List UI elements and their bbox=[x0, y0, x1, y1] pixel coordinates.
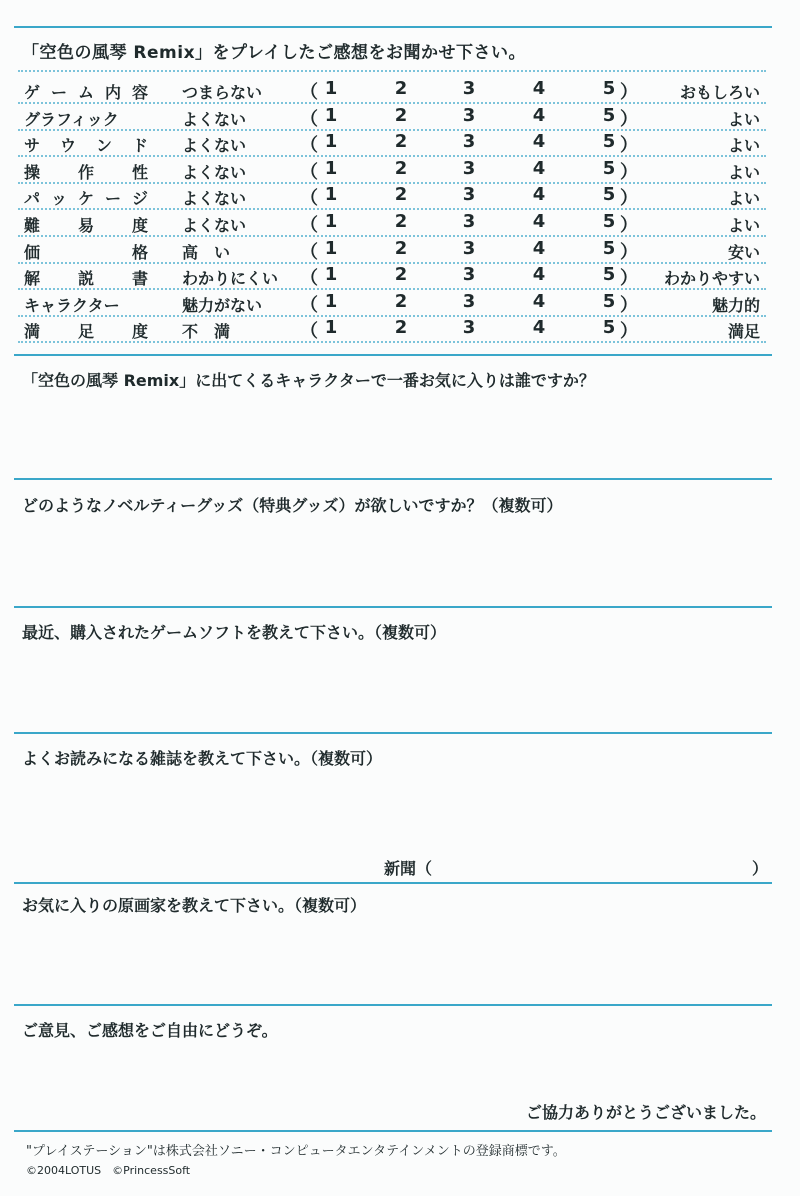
rating-category-char: 格 bbox=[131, 242, 148, 262]
rating-open-paren: （ bbox=[300, 188, 318, 210]
rating-option-1[interactable]: 1 bbox=[324, 131, 338, 153]
rating-category-char: ッ bbox=[50, 189, 67, 209]
rating-close-paren: ） bbox=[620, 161, 638, 183]
rating-row bbox=[24, 317, 760, 343]
rating-open-paren: （ bbox=[300, 82, 318, 103]
rating-option-4[interactable]: 4 bbox=[532, 157, 546, 179]
rating-open-paren: （ bbox=[300, 268, 318, 290]
rating-positive-label: よい bbox=[727, 109, 760, 129]
rating-category bbox=[24, 266, 148, 289]
survey-title: 「空色の風琴 Remix」をプレイしたご感想をお聞かせ下さい。 bbox=[22, 43, 527, 63]
rating-positive-label: よい bbox=[727, 136, 760, 156]
rating-row bbox=[24, 238, 760, 264]
rating-option-5[interactable]: 5 bbox=[602, 78, 616, 99]
rating-negative-label: 高 い bbox=[182, 242, 231, 262]
rating-row bbox=[24, 211, 760, 237]
footer-rule bbox=[14, 1130, 772, 1132]
rating-option-2[interactable]: 2 bbox=[394, 104, 408, 126]
rating-negative-label: 魅力がない bbox=[182, 295, 263, 315]
rating-negative-label: 不 満 bbox=[182, 322, 231, 342]
rating-open-paren: （ bbox=[300, 161, 318, 183]
rating-option-1[interactable]: 1 bbox=[324, 264, 338, 286]
rating-option-3[interactable]: 3 bbox=[462, 104, 476, 126]
rating-close-paren: ） bbox=[620, 188, 638, 210]
rating-option-2[interactable]: 2 bbox=[394, 184, 408, 206]
rating-option-3[interactable]: 3 bbox=[462, 317, 476, 339]
question-magazines: よくお読みになる雑誌を教えて下さい。（複数可） bbox=[22, 749, 383, 768]
dotted-divider bbox=[18, 70, 766, 72]
rating-category bbox=[24, 133, 148, 156]
rating-option-2[interactable]: 2 bbox=[394, 237, 408, 259]
rating-positive-label: わかりやすい bbox=[663, 269, 760, 289]
top-rule bbox=[14, 26, 772, 28]
rating-row bbox=[24, 105, 760, 131]
rating-category-char: ー bbox=[104, 189, 121, 209]
rating-row bbox=[24, 131, 760, 157]
rating-option-2[interactable]: 2 bbox=[394, 211, 408, 232]
section-rule bbox=[14, 354, 772, 356]
section-rule bbox=[14, 882, 772, 884]
rating-option-1[interactable]: 1 bbox=[324, 237, 338, 259]
rating-option-4[interactable]: 4 bbox=[532, 131, 546, 153]
rating-category-char: 操 bbox=[24, 162, 41, 182]
rating-close-paren: ） bbox=[620, 321, 638, 343]
rating-negative-label: よくない bbox=[182, 136, 247, 156]
rating-option-4[interactable]: 4 bbox=[532, 264, 546, 286]
rating-option-1[interactable]: 1 bbox=[324, 290, 338, 312]
rating-open-paren: （ bbox=[300, 108, 318, 130]
rating-row bbox=[24, 264, 760, 290]
rating-negative-label: よくない bbox=[182, 216, 247, 235]
rating-option-4[interactable]: 4 bbox=[532, 317, 546, 339]
rating-open-paren: （ bbox=[300, 215, 318, 236]
rating-category-char: ー bbox=[50, 83, 67, 102]
rating-option-3[interactable]: 3 bbox=[462, 290, 476, 312]
newspaper-close-paren: ） bbox=[752, 859, 769, 878]
rating-option-5[interactable]: 5 bbox=[602, 264, 616, 286]
rating-positive-label: 魅力的 bbox=[711, 295, 760, 315]
rating-category-char: ケ bbox=[77, 189, 94, 209]
rating-category-char: 容 bbox=[131, 83, 148, 102]
rating-option-5[interactable]: 5 bbox=[602, 211, 616, 232]
rating-option-2[interactable]: 2 bbox=[394, 78, 408, 99]
rating-open-paren: （ bbox=[300, 294, 318, 316]
question-recent-games: 最近、購入されたゲームソフトを教えて下さい。（複数可） bbox=[22, 623, 447, 642]
rating-option-5[interactable]: 5 bbox=[602, 157, 616, 179]
rating-category-char: 価 bbox=[24, 242, 41, 262]
rating-option-1[interactable]: 1 bbox=[324, 157, 338, 179]
rating-category-char: ウ bbox=[59, 136, 76, 156]
rating-category-char: ゲ bbox=[24, 83, 41, 102]
rating-option-5[interactable]: 5 bbox=[602, 184, 616, 206]
rating-open-paren: （ bbox=[300, 321, 318, 343]
rating-category-char: 説 bbox=[77, 269, 94, 289]
rating-close-paren: ） bbox=[620, 135, 638, 157]
rating-option-4[interactable]: 4 bbox=[532, 104, 546, 126]
section-rule bbox=[14, 732, 772, 734]
question-favorite-character: 「空色の風琴 Remix」に出てくるキャラクターで一番お気に入りは誰ですか？ bbox=[22, 371, 595, 390]
rating-close-paren: ） bbox=[620, 82, 638, 103]
newspaper-label: 新聞（ bbox=[384, 859, 433, 878]
rating-positive-label: 満足 bbox=[727, 322, 760, 342]
rating-category-char: パ bbox=[24, 189, 41, 209]
rating-option-3[interactable]: 3 bbox=[462, 157, 476, 179]
thanks-message: ご協力ありがとうございました。 bbox=[525, 1103, 766, 1122]
rating-category-char: 度 bbox=[131, 216, 148, 235]
rating-option-5[interactable]: 5 bbox=[602, 290, 616, 312]
rating-row bbox=[24, 184, 760, 210]
section-rule bbox=[14, 606, 772, 608]
rating-category-char: グラフィック bbox=[24, 109, 119, 129]
rating-option-4[interactable]: 4 bbox=[532, 237, 546, 259]
question-artists: お気に入りの原画家を教えて下さい。（複数可） bbox=[22, 896, 367, 915]
rating-option-1[interactable]: 1 bbox=[324, 317, 338, 339]
rating-option-4[interactable]: 4 bbox=[532, 211, 546, 232]
rating-category-char: 難 bbox=[24, 216, 41, 235]
rating-row bbox=[24, 291, 760, 317]
rating-category bbox=[24, 107, 148, 130]
rating-close-paren: ） bbox=[620, 241, 638, 263]
rating-category-char: 易 bbox=[77, 216, 94, 235]
rating-negative-label: わかりにくい bbox=[182, 269, 279, 289]
rating-option-4[interactable]: 4 bbox=[532, 78, 546, 99]
rating-option-2[interactable]: 2 bbox=[394, 157, 408, 179]
rating-row bbox=[24, 158, 760, 184]
rating-close-paren: ） bbox=[620, 215, 638, 236]
question-novelty-goods: どのようなノベルティーグッズ（特典グッズ）が欲しいですか？（複数可） bbox=[22, 496, 563, 515]
rating-option-2[interactable]: 2 bbox=[394, 317, 408, 339]
question-comments: ご意見、ご感想をご自由にどうぞ。 bbox=[22, 1021, 278, 1040]
rating-positive-label: 安い bbox=[727, 242, 760, 262]
rating-close-paren: ） bbox=[620, 268, 638, 290]
rating-category-char: サ bbox=[24, 136, 41, 156]
rating-category-char: 作 bbox=[77, 162, 94, 182]
rating-category bbox=[24, 319, 148, 342]
rating-open-paren: （ bbox=[300, 135, 318, 157]
rating-negative-label: つまらない bbox=[182, 83, 263, 102]
rating-negative-label: よくない bbox=[182, 109, 247, 129]
rating-option-3[interactable]: 3 bbox=[462, 211, 476, 232]
rating-open-paren: （ bbox=[300, 241, 318, 263]
rating-option-5[interactable]: 5 bbox=[602, 104, 616, 126]
rating-row bbox=[24, 78, 760, 104]
rating-negative-label: よくない bbox=[182, 189, 247, 209]
rating-category bbox=[24, 160, 148, 183]
rating-option-3[interactable]: 3 bbox=[462, 264, 476, 286]
rating-option-3[interactable]: 3 bbox=[462, 237, 476, 259]
rating-positive-label: よい bbox=[727, 189, 760, 209]
rating-category-char: 満 bbox=[24, 322, 41, 342]
rating-category bbox=[24, 80, 148, 103]
rating-category bbox=[24, 293, 148, 316]
rating-category-char: 足 bbox=[77, 322, 94, 342]
rating-option-5[interactable]: 5 bbox=[602, 237, 616, 259]
rating-positive-label: よい bbox=[727, 162, 760, 182]
rating-category bbox=[24, 240, 148, 263]
rating-negative-label: よくない bbox=[182, 162, 247, 182]
dotted-divider bbox=[18, 341, 766, 343]
rating-option-2[interactable]: 2 bbox=[394, 290, 408, 312]
rating-category bbox=[24, 213, 148, 236]
rating-category-char: ド bbox=[131, 136, 148, 156]
rating-option-2[interactable]: 2 bbox=[394, 264, 408, 286]
rating-category-char: 性 bbox=[131, 162, 148, 182]
rating-close-paren: ） bbox=[620, 294, 638, 316]
rating-category-char: 書 bbox=[131, 269, 148, 289]
rating-close-paren: ） bbox=[620, 108, 638, 130]
rating-category-char: 解 bbox=[24, 269, 41, 289]
rating-option-4[interactable]: 4 bbox=[532, 184, 546, 206]
rating-category bbox=[24, 186, 148, 209]
rating-positive-label: おもしろい bbox=[679, 83, 760, 102]
rating-option-1[interactable]: 1 bbox=[324, 78, 338, 99]
rating-category-char: 度 bbox=[131, 322, 148, 342]
trademark-notice: "プレイステーション"は株式会社ソニー・コンピュータエンタテインメントの登録商標です。 bbox=[26, 1144, 566, 1159]
section-rule bbox=[14, 478, 772, 480]
rating-option-2[interactable]: 2 bbox=[394, 131, 408, 153]
rating-option-4[interactable]: 4 bbox=[532, 290, 546, 312]
rating-option-5[interactable]: 5 bbox=[602, 317, 616, 339]
rating-positive-label: よい bbox=[727, 216, 760, 235]
rating-option-3[interactable]: 3 bbox=[462, 131, 476, 153]
rating-option-3[interactable]: 3 bbox=[462, 184, 476, 206]
section-rule bbox=[14, 1004, 772, 1006]
rating-category-char: ジ bbox=[131, 189, 148, 209]
rating-option-3[interactable]: 3 bbox=[462, 78, 476, 99]
rating-option-5[interactable]: 5 bbox=[602, 131, 616, 153]
rating-category-char: 内 bbox=[104, 83, 121, 102]
rating-category-char: ム bbox=[77, 83, 94, 102]
copyright: ©2004LOTUS ©PrincessSoft bbox=[26, 1164, 191, 1177]
rating-category-char: キャラクター bbox=[24, 295, 120, 315]
rating-category-char: ン bbox=[95, 136, 112, 156]
rating-option-1[interactable]: 1 bbox=[324, 211, 338, 232]
rating-option-1[interactable]: 1 bbox=[324, 104, 338, 126]
rating-option-1[interactable]: 1 bbox=[324, 184, 338, 206]
